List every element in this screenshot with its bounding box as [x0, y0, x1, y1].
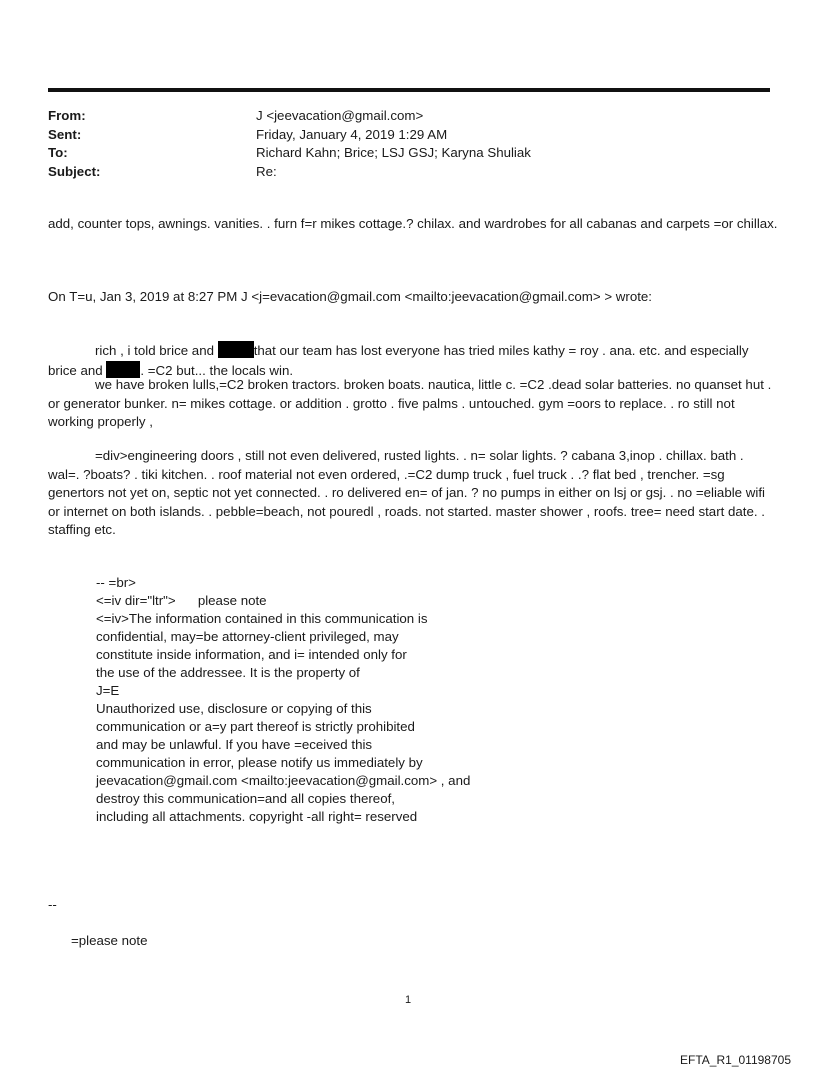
- from-label: From:: [48, 108, 86, 123]
- quote-p1-part-c: . =C2 but... the locals win.: [140, 362, 294, 378]
- signature-line: the use of the addressee. It is the property of: [96, 665, 360, 680]
- signature-block: [96, 574, 470, 826]
- quote-p1-part-b: that our team has lost everyone has tried miles kathy = roy . ana. etc. and especially brice and: [48, 343, 749, 378]
- signature-line: <=iv>The information contained in this communication is: [96, 611, 428, 626]
- signature-line: <=iv dir="ltr"> please note: [96, 593, 267, 608]
- signature-line: communication in error, please notify us immediately by: [96, 755, 423, 770]
- sent-value: Friday, January 4, 2019 1:29 AM: [256, 126, 448, 142]
- signature-line: communication or a=y part thereof is strictly prohibited: [96, 719, 415, 734]
- to-value: Richard Kahn; Brice; LSJ GSJ; Karyna Shuliak: [256, 145, 531, 160]
- header-rule: [48, 88, 770, 92]
- quote-header: On T=u, Jan 3, 2019 at 8:27 PM J <j=evacation@gmail.com <mailto:jeevacation@gmail.com> > wrote:: [48, 289, 652, 304]
- signature-line: J=E: [96, 683, 120, 698]
- quote-paragraph-3: =div>engineering doors , still not even delivered, rusted lights. . n= solar lights. ? cabana 3,inop . chillax. bath . wal=. ?boats? . tiki kitchen. . roof material not even ordered, .=C2 dump truck , fuel truck . .? flat bed , trencher. =sg genertors not yet on, septic not yet connected. . ro delivered en= of jan. ? no pumps in either on lsj or gsj. . no =eliable wifi or internet on both islands. . pebble=beach, not pouredl , roads. not started. master shower , roofs. tree= need start date. . staffing etc.: [48, 448, 765, 537]
- quote-p1-part-a: rich , i told brice and: [95, 343, 218, 358]
- redaction-box: [218, 341, 254, 358]
- signature-line: including all attachments. copyright -all right= reserved: [96, 809, 418, 824]
- email-header: [48, 107, 531, 181]
- to-row: [48, 144, 531, 163]
- signature-line: confidential, may=be attorney-client privileged, may: [96, 629, 399, 644]
- subject-row: [48, 163, 531, 182]
- page-number: 1: [404, 994, 412, 1006]
- quote-paragraph-2: we have broken lulls,=C2 broken tractors. broken boats. nautica, little c. =C2 .dead solar batteries. no quanset hut . or generator bunker. n= mikes cottage. or addition . grotto . five palms . untouched. gym =oors to replace. . ro still not working properly ,: [48, 377, 772, 429]
- document-id: EFTA_R1_01198705: [680, 1053, 791, 1067]
- signature-line: destroy this communication=and all copies thereof,: [96, 791, 395, 806]
- sent-label: Sent:: [48, 126, 82, 142]
- quote-paragraph-1: [48, 341, 778, 380]
- signature-line: -- =br>: [96, 575, 136, 590]
- signature-line: Unauthorized use, disclosure or copying of this: [96, 701, 372, 716]
- subject-value: Re:: [256, 163, 277, 179]
- signature-line: and may be unlawful. If you have =eceived this: [96, 737, 373, 752]
- from-row: [48, 107, 531, 126]
- redaction-box: [106, 361, 140, 378]
- to-label: To:: [48, 145, 68, 160]
- subject-label: Subject:: [48, 163, 101, 179]
- signature-line: jeevacation@gmail.com <mailto:jeevacation@gmail.com> , and: [96, 773, 471, 788]
- signature-line: constitute inside information, and i= intended only for: [96, 647, 407, 662]
- sent-row: [48, 126, 531, 145]
- footer-dashes: --: [48, 897, 57, 912]
- reply-text: add, counter tops, awnings. vanities. . furn f=r mikes cottage.? chilax. and wardrobes for all cabanas and carpets =or chillax.: [48, 216, 778, 231]
- footer-please-note: =please note: [71, 933, 148, 948]
- from-value: J <jeevacation@gmail.com>: [256, 108, 424, 123]
